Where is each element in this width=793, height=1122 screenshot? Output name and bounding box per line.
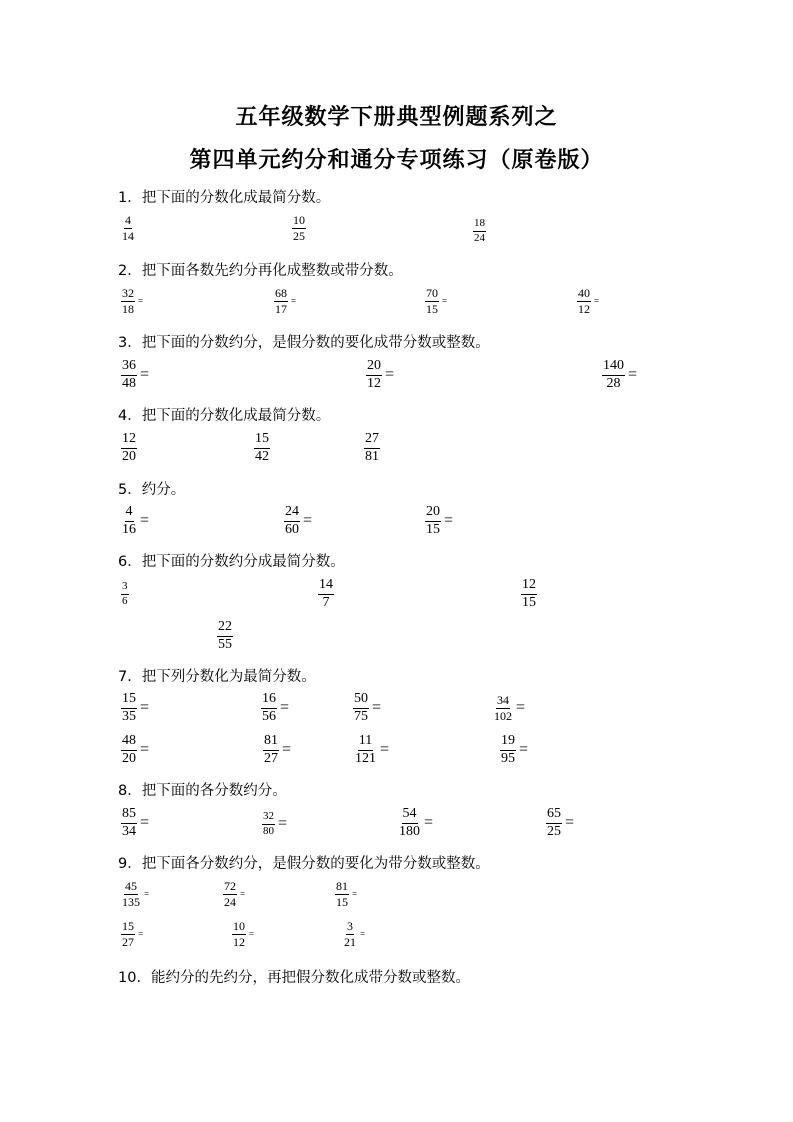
- equals-sign: =: [380, 741, 390, 759]
- numerator: 12: [521, 578, 537, 595]
- denominator: 20: [122, 750, 136, 766]
- fraction-7-1: [121, 692, 149, 724]
- fraction-6-4: [217, 620, 236, 652]
- numerator: 32: [122, 286, 134, 300]
- denominator: 28: [606, 375, 621, 391]
- denominator: 17: [275, 301, 287, 316]
- numerator: 36: [121, 359, 137, 376]
- fraction-8-2: [262, 811, 287, 837]
- numerator: 54: [402, 807, 418, 824]
- numerator: 10: [293, 213, 305, 227]
- equals-sign: =: [280, 699, 290, 717]
- numerator: 72: [224, 879, 236, 893]
- denominator: 15: [522, 594, 536, 610]
- fraction-7-2: [261, 692, 289, 724]
- denominator: 80: [263, 824, 274, 837]
- equals-sign: =: [140, 814, 150, 832]
- denominator: 12: [367, 375, 381, 391]
- denominator: 21: [344, 934, 356, 949]
- equals-sign: =: [385, 366, 395, 384]
- title-line-2: 第四单元约分和通分专项练习（原卷版）: [189, 148, 604, 173]
- denominator: 121: [355, 750, 376, 766]
- denominator: 18: [122, 301, 134, 316]
- denominator: 24: [474, 231, 485, 244]
- fraction-5-3: [425, 505, 453, 537]
- equals-sign: =: [138, 929, 144, 940]
- numerator: 81: [263, 734, 279, 751]
- equals-sign: =: [444, 512, 454, 530]
- denominator: 14: [122, 228, 134, 243]
- fraction-4-1: [121, 432, 140, 464]
- fraction-7-4: [493, 694, 525, 722]
- equals-sign: =: [140, 741, 150, 759]
- numerator: 81: [336, 879, 348, 893]
- numerator: 3: [347, 919, 353, 933]
- numerator: 22: [217, 620, 233, 637]
- numerator: 4: [125, 213, 131, 227]
- fraction-3-3: [602, 359, 637, 391]
- denominator: 27: [264, 750, 278, 766]
- question-10-prompt: 10．能约分的先约分，再把假分数化成带分数或整数。: [118, 970, 470, 986]
- denominator: 81: [365, 448, 379, 464]
- equals-sign: =: [360, 929, 366, 940]
- fraction-2-4: [577, 287, 599, 315]
- numerator: 18: [473, 218, 486, 232]
- fraction-7-7: [354, 734, 389, 766]
- denominator: 15: [426, 301, 438, 316]
- denominator: 75: [354, 708, 368, 724]
- equals-sign: =: [372, 699, 382, 717]
- numerator: 16: [261, 692, 277, 709]
- fraction-7-5: [121, 734, 149, 766]
- fraction-4-3: [364, 432, 383, 464]
- equals-sign: =: [240, 889, 246, 900]
- denominator: 95: [501, 750, 515, 766]
- equals-sign: =: [278, 815, 288, 833]
- equals-sign: =: [303, 512, 313, 530]
- equals-sign: =: [594, 296, 600, 307]
- denominator: 135: [122, 894, 140, 909]
- denominator: 24: [224, 894, 236, 909]
- question-4-prompt: 4．把下面的分数化成最简分数。: [118, 408, 331, 424]
- denominator: 180: [399, 823, 420, 839]
- fraction-6-2: [318, 578, 337, 610]
- numerator: 10: [233, 919, 245, 933]
- numerator: 15: [254, 432, 270, 449]
- fraction-9-3: [335, 880, 357, 908]
- fraction-2-2: [274, 287, 296, 315]
- numerator: 24: [284, 505, 300, 522]
- fraction-7-6: [263, 734, 291, 766]
- equals-sign: =: [519, 741, 529, 759]
- fraction-9-5: [232, 920, 254, 948]
- numerator: 12: [121, 432, 137, 449]
- fraction-1-2: [292, 214, 309, 242]
- fraction-1-3: [473, 218, 489, 244]
- numerator: 4: [125, 505, 134, 522]
- equals-sign: =: [138, 296, 144, 307]
- denominator: 42: [255, 448, 269, 464]
- numerator: 85: [121, 807, 137, 824]
- equals-sign: =: [140, 366, 150, 384]
- fraction-7-3: [353, 692, 381, 724]
- denominator: 12: [578, 301, 590, 316]
- denominator: 25: [547, 823, 561, 839]
- numerator: 34: [497, 693, 509, 707]
- equals-sign: =: [565, 814, 575, 832]
- numerator: 20: [425, 505, 441, 522]
- numerator: 65: [546, 807, 562, 824]
- numerator: 3: [121, 581, 129, 595]
- numerator: 48: [121, 734, 137, 751]
- question-8-prompt: 8．把下面的各分数约分。: [118, 783, 287, 799]
- denominator: 15: [426, 521, 440, 537]
- fraction-2-1: [121, 287, 143, 315]
- fraction-2-3: [425, 287, 447, 315]
- fraction-8-1: [121, 807, 149, 839]
- equals-sign: =: [282, 741, 292, 759]
- numerator: 70: [426, 286, 438, 300]
- equals-sign: =: [140, 512, 150, 530]
- question-5-prompt: 5．约分。: [118, 482, 186, 498]
- fraction-8-4: [546, 807, 574, 839]
- denominator: 60: [285, 521, 299, 537]
- fraction-6-3: [521, 578, 540, 610]
- equals-sign: =: [140, 699, 150, 717]
- numerator: 50: [353, 692, 369, 709]
- fraction-8-3: [398, 807, 433, 839]
- denominator: 35: [122, 708, 136, 724]
- denominator: 34: [122, 823, 136, 839]
- fraction-9-2: [223, 880, 245, 908]
- fraction-4-2: [254, 432, 273, 464]
- equals-sign: =: [144, 889, 150, 900]
- denominator: 12: [233, 934, 245, 949]
- numerator: 27: [364, 432, 380, 449]
- numerator: 15: [122, 919, 134, 933]
- numerator: 45: [125, 879, 137, 893]
- equals-sign: =: [516, 699, 526, 717]
- fraction-3-1: [121, 359, 149, 391]
- numerator: 19: [500, 734, 516, 751]
- fraction-3-2: [366, 359, 394, 391]
- equals-sign: =: [442, 296, 448, 307]
- fraction-9-6: [343, 920, 365, 948]
- question-1-prompt: 1．把下面的分数化成最简分数。: [118, 190, 331, 206]
- fraction-9-1: [121, 880, 149, 908]
- denominator: 48: [122, 375, 136, 391]
- numerator: 14: [318, 578, 334, 595]
- question-7-prompt: 7．把下列分数化为最简分数。: [118, 669, 316, 685]
- equals-sign: =: [249, 929, 255, 940]
- equals-sign: =: [291, 296, 297, 307]
- denominator: 16: [122, 521, 136, 537]
- equals-sign: =: [424, 814, 434, 832]
- numerator: 11: [358, 734, 373, 751]
- fraction-9-4: [121, 920, 143, 948]
- denominator: 6: [122, 594, 128, 607]
- numerator: 32: [262, 811, 275, 825]
- denominator: 56: [262, 708, 276, 724]
- denominator: 20: [122, 448, 136, 464]
- title-line-1: 五年级数学下册典型例题系列之: [235, 105, 558, 130]
- equals-sign: =: [628, 366, 638, 384]
- equals-sign: =: [352, 889, 358, 900]
- numerator: 40: [578, 286, 590, 300]
- fraction-5-1: [121, 505, 149, 537]
- numerator: 20: [366, 359, 382, 376]
- numerator: 140: [602, 359, 625, 376]
- numerator: 15: [121, 692, 137, 709]
- denominator: 102: [494, 708, 512, 723]
- denominator: 7: [322, 594, 330, 610]
- question-9-prompt: 9．把下面各分数约分，是假分数的要化为带分数或整数。: [118, 856, 490, 872]
- fraction-5-2: [284, 505, 312, 537]
- denominator: 15: [336, 894, 348, 909]
- denominator: 55: [218, 636, 232, 652]
- question-3-prompt: 3．把下面的分数约分，是假分数的要化成带分数或整数。: [118, 335, 490, 351]
- question-6-prompt: 6．把下面的分数约分成最简分数。: [118, 554, 345, 570]
- fraction-1-1: [121, 214, 138, 242]
- question-2-prompt: 2．把下面各数先约分再化成整数或带分数。: [118, 263, 403, 279]
- denominator: 25: [293, 228, 305, 243]
- denominator: 27: [122, 934, 134, 949]
- fraction-7-8: [500, 734, 528, 766]
- numerator: 68: [275, 286, 287, 300]
- fraction-6-1: [121, 581, 132, 607]
